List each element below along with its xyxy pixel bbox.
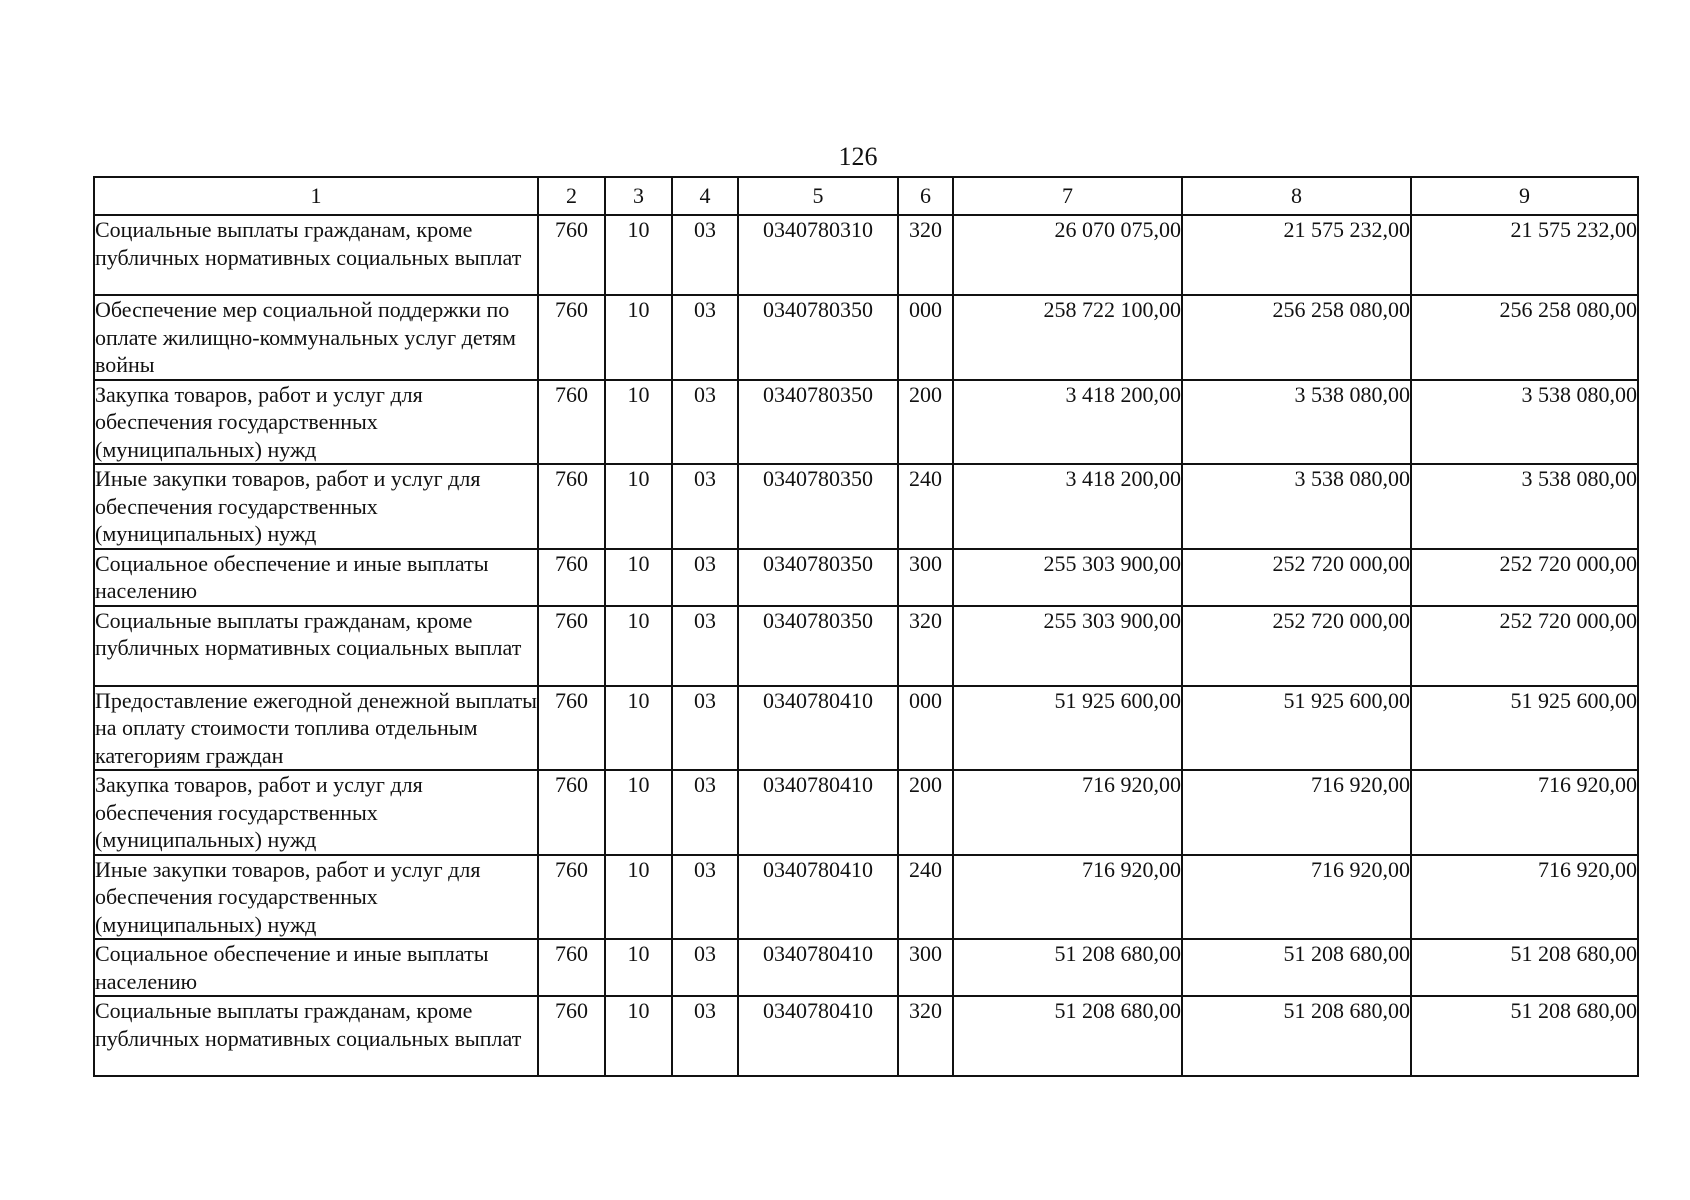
amount-col7-cell: 255 303 900,00 <box>953 549 1182 606</box>
row-name-cell: Закупка товаров, работ и услуг для обеспечения государственных (муниципальных) нужд <box>94 770 538 855</box>
amount-col9-cell: 716 920,00 <box>1411 770 1638 855</box>
target-article-cell: 0340780350 <box>738 464 898 549</box>
table-row <box>94 686 1638 771</box>
subsection-code-cell: 03 <box>672 606 738 686</box>
table-row <box>94 549 1638 606</box>
amount-col8-cell: 252 720 000,00 <box>1182 549 1411 606</box>
row-name-cell: Социальное обеспечение и иные выплаты населению <box>94 549 538 606</box>
admin-code-cell: 760 <box>538 215 605 295</box>
subsection-code-cell: 03 <box>672 770 738 855</box>
amount-col8-cell: 51 208 680,00 <box>1182 939 1411 996</box>
expense-type-cell: 000 <box>898 686 953 771</box>
section-code-cell: 10 <box>605 939 672 996</box>
column-header: 6 <box>898 177 953 215</box>
amount-col7-cell: 51 208 680,00 <box>953 996 1182 1076</box>
admin-code-cell: 760 <box>538 606 605 686</box>
row-name-cell: Иные закупки товаров, работ и услуг для обеспечения государственных (муниципальных) нужд <box>94 855 538 940</box>
table-row <box>94 939 1638 996</box>
expense-type-cell: 300 <box>898 939 953 996</box>
amount-col9-cell: 51 208 680,00 <box>1411 996 1638 1076</box>
column-header: 4 <box>672 177 738 215</box>
section-code-cell: 10 <box>605 215 672 295</box>
row-name-cell: Социальное обеспечение и иные выплаты населению <box>94 939 538 996</box>
amount-col9-cell: 716 920,00 <box>1411 855 1638 940</box>
column-header: 2 <box>538 177 605 215</box>
target-article-cell: 0340780350 <box>738 380 898 465</box>
column-header: 7 <box>953 177 1182 215</box>
column-header: 1 <box>94 177 538 215</box>
target-article-cell: 0340780410 <box>738 770 898 855</box>
target-article-cell: 0340780310 <box>738 215 898 295</box>
subsection-code-cell: 03 <box>672 686 738 771</box>
section-code-cell: 10 <box>605 996 672 1076</box>
expense-type-cell: 200 <box>898 770 953 855</box>
row-name-cell: Обеспечение мер социальной поддержки по оплате жилищно-коммунальных услуг детям войны <box>94 295 538 380</box>
amount-col8-cell: 252 720 000,00 <box>1182 606 1411 686</box>
target-article-cell: 0340780410 <box>738 855 898 940</box>
amount-col8-cell: 716 920,00 <box>1182 770 1411 855</box>
row-name-cell: Иные закупки товаров, работ и услуг для обеспечения государственных (муниципальных) нужд <box>94 464 538 549</box>
subsection-code-cell: 03 <box>672 380 738 465</box>
subsection-code-cell: 03 <box>672 996 738 1076</box>
amount-col8-cell: 21 575 232,00 <box>1182 215 1411 295</box>
subsection-code-cell: 03 <box>672 215 738 295</box>
row-name-cell: Социальные выплаты гражданам, кроме публичных нормативных социальных выплат <box>94 996 538 1076</box>
expense-type-cell: 240 <box>898 855 953 940</box>
target-article-cell: 0340780350 <box>738 295 898 380</box>
table-row <box>94 464 1638 549</box>
row-name-cell: Закупка товаров, работ и услуг для обеспечения государственных (муниципальных) нужд <box>94 380 538 465</box>
row-name-cell: Предоставление ежегодной денежной выплаты на оплату стоимости топлива отдельным категориям граждан <box>94 686 538 771</box>
admin-code-cell: 760 <box>538 770 605 855</box>
amount-col8-cell: 3 538 080,00 <box>1182 380 1411 465</box>
table-header-row <box>94 177 1638 215</box>
admin-code-cell: 760 <box>538 686 605 771</box>
section-code-cell: 10 <box>605 686 672 771</box>
expense-type-cell: 320 <box>898 606 953 686</box>
expense-type-cell: 240 <box>898 464 953 549</box>
amount-col9-cell: 256 258 080,00 <box>1411 295 1638 380</box>
row-name-cell: Социальные выплаты гражданам, кроме публичных нормативных социальных выплат <box>94 606 538 686</box>
table-row <box>94 606 1638 686</box>
expense-type-cell: 320 <box>898 215 953 295</box>
column-header: 3 <box>605 177 672 215</box>
expense-type-cell: 300 <box>898 549 953 606</box>
amount-col8-cell: 51 208 680,00 <box>1182 996 1411 1076</box>
target-article-cell: 0340780410 <box>738 996 898 1076</box>
table-row <box>94 295 1638 380</box>
table-row <box>94 380 1638 465</box>
amount-col8-cell: 716 920,00 <box>1182 855 1411 940</box>
amount-col8-cell: 51 925 600,00 <box>1182 686 1411 771</box>
admin-code-cell: 760 <box>538 855 605 940</box>
section-code-cell: 10 <box>605 855 672 940</box>
page-number: 126 <box>838 142 878 171</box>
table-row <box>94 215 1638 295</box>
column-header: 5 <box>738 177 898 215</box>
amount-col9-cell: 21 575 232,00 <box>1411 215 1638 295</box>
expense-type-cell: 000 <box>898 295 953 380</box>
amount-col8-cell: 3 538 080,00 <box>1182 464 1411 549</box>
target-article-cell: 0340780350 <box>738 549 898 606</box>
amount-col9-cell: 3 538 080,00 <box>1411 464 1638 549</box>
amount-col9-cell: 51 208 680,00 <box>1411 939 1638 996</box>
subsection-code-cell: 03 <box>672 549 738 606</box>
admin-code-cell: 760 <box>538 996 605 1076</box>
amount-col9-cell: 3 538 080,00 <box>1411 380 1638 465</box>
amount-col9-cell: 252 720 000,00 <box>1411 549 1638 606</box>
target-article-cell: 0340780350 <box>738 606 898 686</box>
row-name-cell: Социальные выплаты гражданам, кроме публичных нормативных социальных выплат <box>94 215 538 295</box>
amount-col9-cell: 51 925 600,00 <box>1411 686 1638 771</box>
admin-code-cell: 760 <box>538 380 605 465</box>
amount-col7-cell: 51 925 600,00 <box>953 686 1182 771</box>
amount-col7-cell: 3 418 200,00 <box>953 380 1182 465</box>
expense-type-cell: 200 <box>898 380 953 465</box>
subsection-code-cell: 03 <box>672 295 738 380</box>
amount-col8-cell: 256 258 080,00 <box>1182 295 1411 380</box>
admin-code-cell: 760 <box>538 549 605 606</box>
amount-col7-cell: 255 303 900,00 <box>953 606 1182 686</box>
amount-col7-cell: 716 920,00 <box>953 770 1182 855</box>
amount-col7-cell: 258 722 100,00 <box>953 295 1182 380</box>
table-row <box>94 770 1638 855</box>
amount-col9-cell: 252 720 000,00 <box>1411 606 1638 686</box>
budget-table <box>93 176 1639 1077</box>
amount-col7-cell: 26 070 075,00 <box>953 215 1182 295</box>
section-code-cell: 10 <box>605 295 672 380</box>
subsection-code-cell: 03 <box>672 464 738 549</box>
section-code-cell: 10 <box>605 549 672 606</box>
column-header: 8 <box>1182 177 1411 215</box>
admin-code-cell: 760 <box>538 295 605 380</box>
column-header: 9 <box>1411 177 1638 215</box>
subsection-code-cell: 03 <box>672 855 738 940</box>
amount-col7-cell: 3 418 200,00 <box>953 464 1182 549</box>
amount-col7-cell: 51 208 680,00 <box>953 939 1182 996</box>
section-code-cell: 10 <box>605 380 672 465</box>
expense-type-cell: 320 <box>898 996 953 1076</box>
section-code-cell: 10 <box>605 770 672 855</box>
target-article-cell: 0340780410 <box>738 939 898 996</box>
admin-code-cell: 760 <box>538 939 605 996</box>
section-code-cell: 10 <box>605 606 672 686</box>
admin-code-cell: 760 <box>538 464 605 549</box>
table-row <box>94 855 1638 940</box>
amount-col7-cell: 716 920,00 <box>953 855 1182 940</box>
section-code-cell: 10 <box>605 464 672 549</box>
subsection-code-cell: 03 <box>672 939 738 996</box>
table-row <box>94 996 1638 1076</box>
target-article-cell: 0340780410 <box>738 686 898 771</box>
